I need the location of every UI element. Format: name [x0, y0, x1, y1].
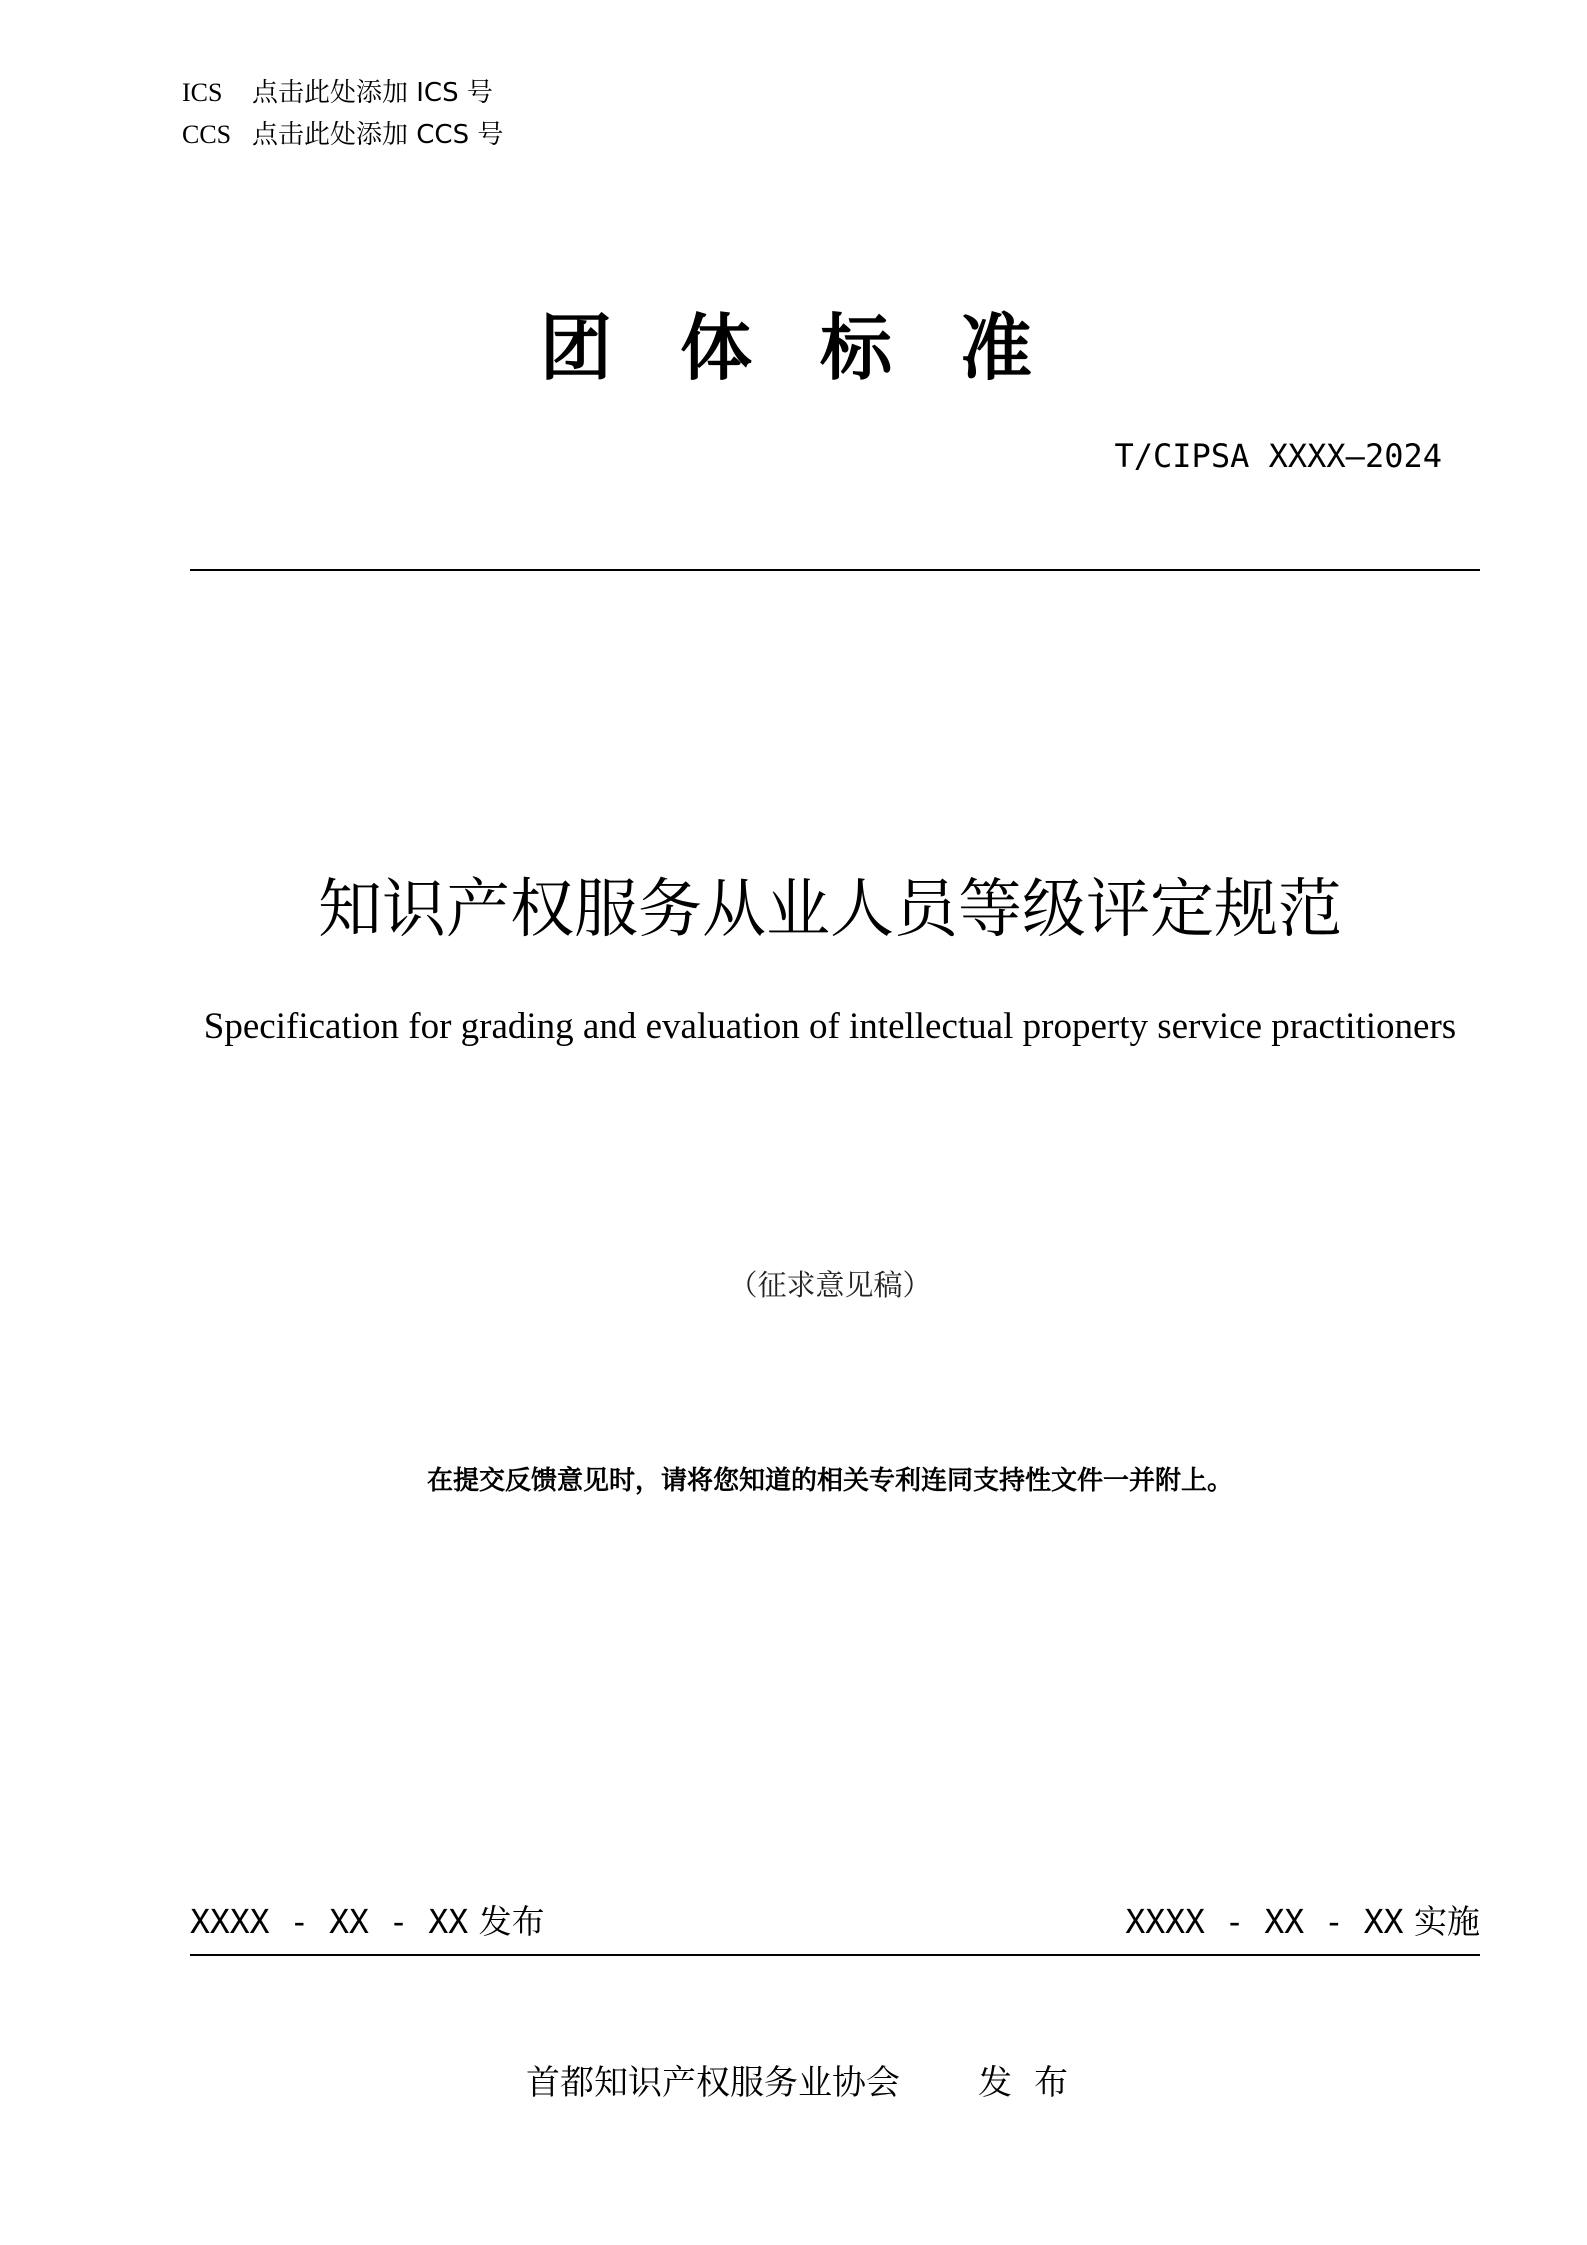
implement-date: [1125, 1900, 1480, 1944]
implement-date-value: XXXX - XX - XX: [1125, 1902, 1404, 1941]
publisher-name: 首都知识产权服务业协会: [526, 2063, 900, 2103]
ccs-code-row: [182, 118, 503, 152]
bottom-divider: [190, 1954, 1480, 1956]
publisher: [526, 2061, 1090, 2105]
ics-code-row: [182, 76, 493, 110]
standard-type-heading: 团体标准: [539, 306, 1100, 390]
implement-date-label: 实施: [1414, 1902, 1480, 1941]
ccs-label: CCS: [182, 120, 232, 149]
publish-date-label: 发布: [478, 1902, 545, 1941]
publisher-action: 发布: [978, 2063, 1090, 2103]
ccs-placeholder[interactable]: 点击此处添加 CCS 号: [252, 120, 504, 150]
top-divider: [190, 569, 1480, 571]
publish-date-value: XXXX - XX - XX: [190, 1902, 469, 1941]
title-chinese: 知识产权服务从业人员等级评定规范: [318, 873, 1342, 947]
publish-date: [190, 1900, 545, 1944]
title-english: Specification for grading and evaluation of intellectual property service practitioners: [203, 1006, 1457, 1047]
draft-status: （征求意见稿）: [728, 1268, 932, 1302]
ics-label: ICS: [182, 78, 223, 107]
standard-number: T/CIPSA XXXX—2024: [1114, 437, 1442, 475]
patent-notice: 在提交反馈意见时，请将您知道的相关专利连同支持性文件一并附上。: [426, 1466, 1233, 1496]
ics-placeholder[interactable]: 点击此处添加 ICS 号: [252, 78, 493, 108]
